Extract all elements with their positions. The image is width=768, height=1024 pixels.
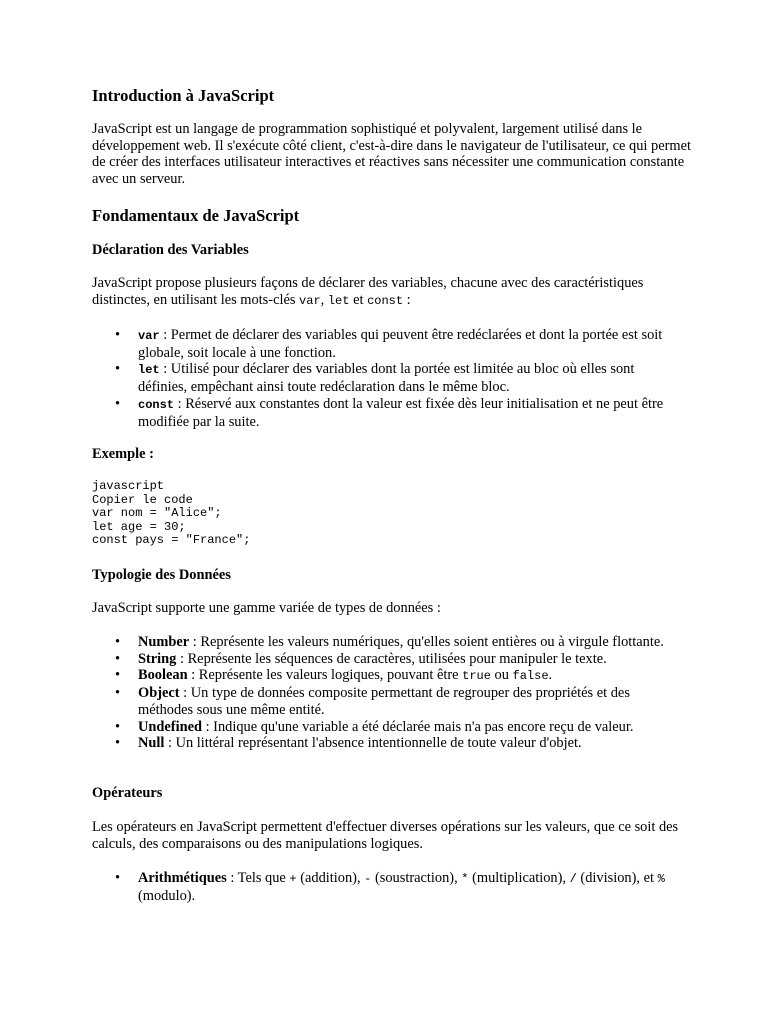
bullet-icon: • [115,870,121,886]
list-item-desc: (soustraction), [371,870,462,886]
variables-intro [92,275,692,309]
list-item [115,735,685,752]
list-item-term: const [138,397,175,412]
list-item-desc: : Un type de données composite permettant de regrouper des propriétés et des méthodes sous une même entité. [138,685,630,718]
intro-heading: Introduction à JavaScript [92,86,275,105]
list-item-term: Null [138,735,165,752]
variables-list [115,327,685,430]
operators-list [115,870,685,904]
list-item [115,651,685,668]
list-item-desc: : Représente les valeurs logiques, pouvant être [187,667,463,684]
example-heading: Exemple : [92,446,154,462]
list-item-desc: : Représente les valeurs numériques, qu'elles soient entières ou à virgule flottante. [189,634,664,650]
bullet-icon: • [115,685,121,702]
list-item-desc: (modulo). [138,887,196,904]
list-item-term: Undefined [138,718,202,735]
types-heading: Typologie des Données [92,567,231,583]
keyword-var: var [299,293,321,308]
types-intro: JavaScript supporte une gamme variée de types de données : [92,600,441,616]
operator-modulo: % [657,872,665,886]
code-true: true [462,669,491,684]
bullet-icon: • [115,634,121,650]
list-item-desc: ou [490,667,513,684]
list-item [115,327,685,361]
list-item-term: Object [138,685,180,702]
operator-plus: + [289,872,297,886]
keyword-let: let [327,293,350,308]
list-item [115,667,685,685]
list-item [115,870,685,904]
fundamentals-heading: Fondamentaux de JavaScript [92,206,300,225]
list-item [115,634,685,651]
list-item-desc: . [548,667,553,684]
variables-heading: Déclaration des Variables [92,242,249,258]
list-item-desc: : Utilisé pour déclarer des variables dont la portée est limitée au bloc où elles sont définies, empêchant ainsi toute redéclaration dans le même bloc. [138,361,635,396]
operators-heading: Opérateurs [92,785,163,801]
list-item-desc: (division), et [576,870,658,886]
operators-intro: Les opérateurs en JavaScript permettent d'effectuer diverses opérations sur les valeurs, que ce soit des calculs, des comparaisons ou des manipulations logiques. [92,819,679,852]
operator-multiply: * [461,872,469,886]
list-item-desc: (multiplication), [468,870,570,886]
separator: : [403,291,411,308]
list-item-desc: : Permet de déclarer des variables qui peuvent être redéclarées et dont la portée est soit globale, soit locale à une fonction. [138,327,663,361]
list-item-term: String [138,650,177,667]
list-item [115,396,685,430]
code-block: javascript Copier le code var nom = "Alice"; let age = 30; const pays = "France"; [92,479,251,548]
variables-intro-text: JavaScript propose plusieurs façons de déclarer des variables, chacune avec des caractéristiques distinctes, en utilisant les mots-clés [92,275,644,308]
list-item-term: Number [138,634,190,650]
bullet-icon: • [115,361,121,378]
list-item-desc: : Indique qu'une variable a été déclarée mais n'a pas encore reçu de valeur. [201,718,634,735]
list-item [115,719,685,736]
bullet-icon: • [115,395,121,412]
bullet-icon: • [115,650,121,667]
list-item-desc: : Tels que [226,870,290,886]
list-item-desc: : Réservé aux constantes dont la valeur est fixée dès leur initialisation et ne peut être modifiée par la suite. [138,395,664,430]
intro-paragraph: JavaScript est un langage de programmation sophistiqué et polyvalent, largement utilisé dans le développement web. Il s'exécute côté client, c'est-à-dire dans le navigateur de l'utilisateur, ce qui permet de créer des interfaces utilisateur interactives et réactives sans nécessiter une communication constante avec un serveur. [92,121,691,188]
list-item-desc: (addition), [296,870,365,886]
list-item-term: let [138,363,160,378]
bullet-icon: • [115,667,121,684]
list-item-desc: : Représente les séquences de caractères, utilisées pour manipuler le texte. [176,650,607,667]
keyword-const: const [367,293,404,308]
separator: , [320,291,328,308]
list-item [115,361,685,395]
bullet-icon: • [115,327,121,343]
list-item-desc: : Un littéral représentant l'absence intentionnelle de toute valeur d'objet. [164,735,582,752]
code-false: false [512,669,549,684]
types-list [115,634,685,752]
operator-divide: / [569,872,577,886]
list-item-term: Boolean [138,667,188,684]
list-item-term: var [138,329,160,343]
operator-minus: - [364,872,372,886]
bullet-icon: • [115,718,121,735]
list-item [115,685,685,718]
list-item-term: Arithmétiques [138,870,227,886]
separator: et [349,291,368,308]
bullet-icon: • [115,735,121,752]
